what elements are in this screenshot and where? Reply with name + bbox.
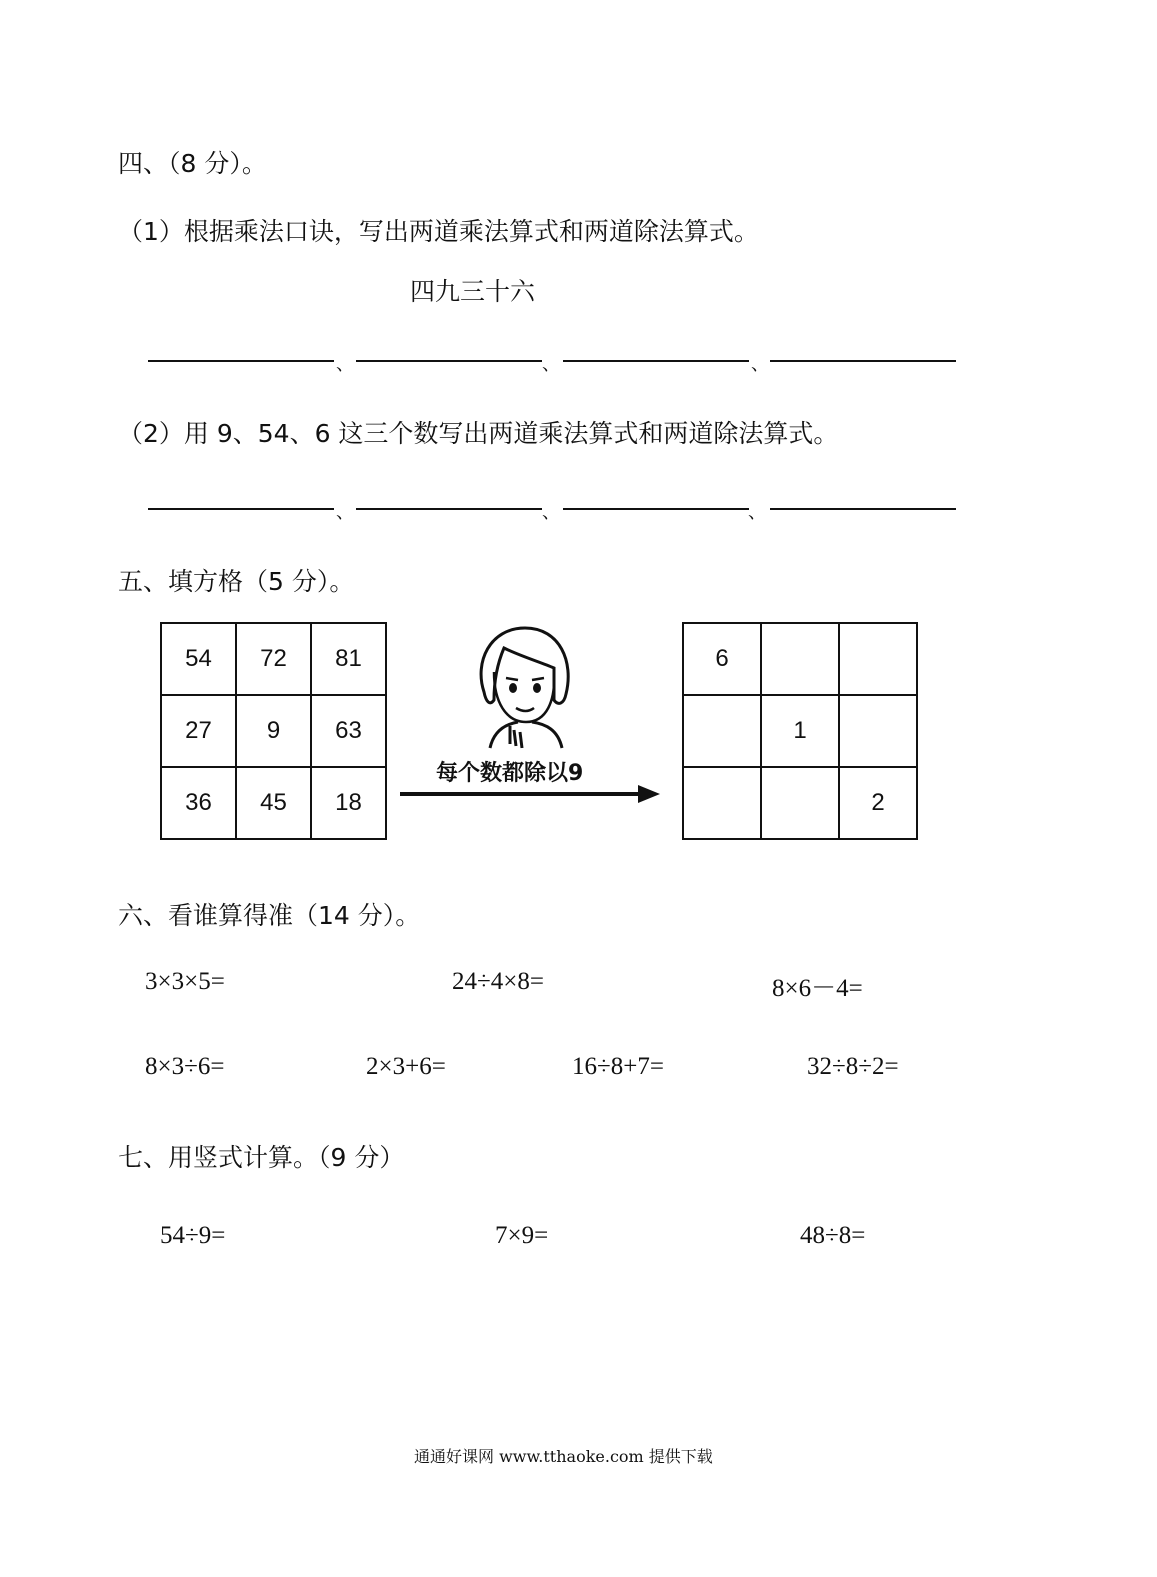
right-arrow-icon [398,782,664,806]
grid-cell: 9 [236,695,311,767]
section6-title: 六、看谁算得准（14 分）。 [118,901,421,930]
expression: 24÷4×8= [452,968,544,995]
answer-blank[interactable] [148,346,334,362]
source-number-grid [160,622,387,840]
grid-cell: 36 [161,767,236,839]
separator: 、 [542,354,560,375]
separator: 、 [336,502,354,523]
answer-blank[interactable] [356,346,542,362]
grid-cell: 72 [236,623,311,695]
answer-blanks-row-1 [148,346,958,376]
expression: 8×6－4= [772,975,863,1002]
section4-question-2: （2）用 9、54、6 这三个数写出两道乘法算式和两道除法算式。 [118,419,839,448]
grid-cell: 45 [236,767,311,839]
section4-title: 四、（8 分）。 [118,149,267,178]
arrow-label: 每个数都除以9 [436,761,584,786]
grid-cell: 81 [311,623,386,695]
answer-blank[interactable] [563,346,749,362]
grid-cell: 27 [161,695,236,767]
separator: 、 [751,354,769,375]
footer-credit: 通通好课网 www.tthaoke.com 提供下载 [414,1447,713,1466]
answer-blank[interactable] [770,494,956,510]
expression: 32÷8÷2= [807,1053,899,1080]
grid-cell: 63 [311,695,386,767]
answer-blank[interactable] [356,494,542,510]
grid-cell[interactable]: 1 [761,695,839,767]
grid-cell[interactable] [839,695,917,767]
expression: 2×3+6= [366,1053,446,1080]
answer-blank[interactable] [148,494,334,510]
expression: 8×3÷6= [145,1053,225,1080]
expression: 16÷8+7= [572,1053,664,1080]
grid-cell[interactable]: 6 [683,623,761,695]
grid-cell[interactable]: 2 [839,767,917,839]
grid-cell[interactable] [839,623,917,695]
grid-cell[interactable] [683,767,761,839]
grid-cell[interactable] [761,623,839,695]
expression: 7×9= [495,1222,549,1249]
multiplication-rhyme: 四九三十六 [410,277,536,306]
grid-cell[interactable] [761,767,839,839]
expression: 3×3×5= [145,968,225,995]
girl-illustration [470,622,580,752]
answer-number-grid [682,622,918,840]
expression: 48÷8= [800,1222,866,1249]
separator: 、 [336,354,354,375]
expression: 54÷9= [160,1222,226,1249]
answer-blank[interactable] [563,494,749,510]
answer-blank[interactable] [770,346,956,362]
section4-question-1: （1）根据乘法口诀，写出两道乘法算式和两道除法算式。 [118,217,759,246]
grid-cell: 54 [161,623,236,695]
grid-cell: 18 [311,767,386,839]
separator: 、 [748,502,766,523]
answer-blanks-row-2 [148,494,958,524]
section5-title: 五、填方格（5 分）。 [118,567,355,596]
separator: 、 [542,502,560,523]
section7-title: 七、用竖式计算。（9 分） [118,1143,405,1172]
grid-cell[interactable] [683,695,761,767]
